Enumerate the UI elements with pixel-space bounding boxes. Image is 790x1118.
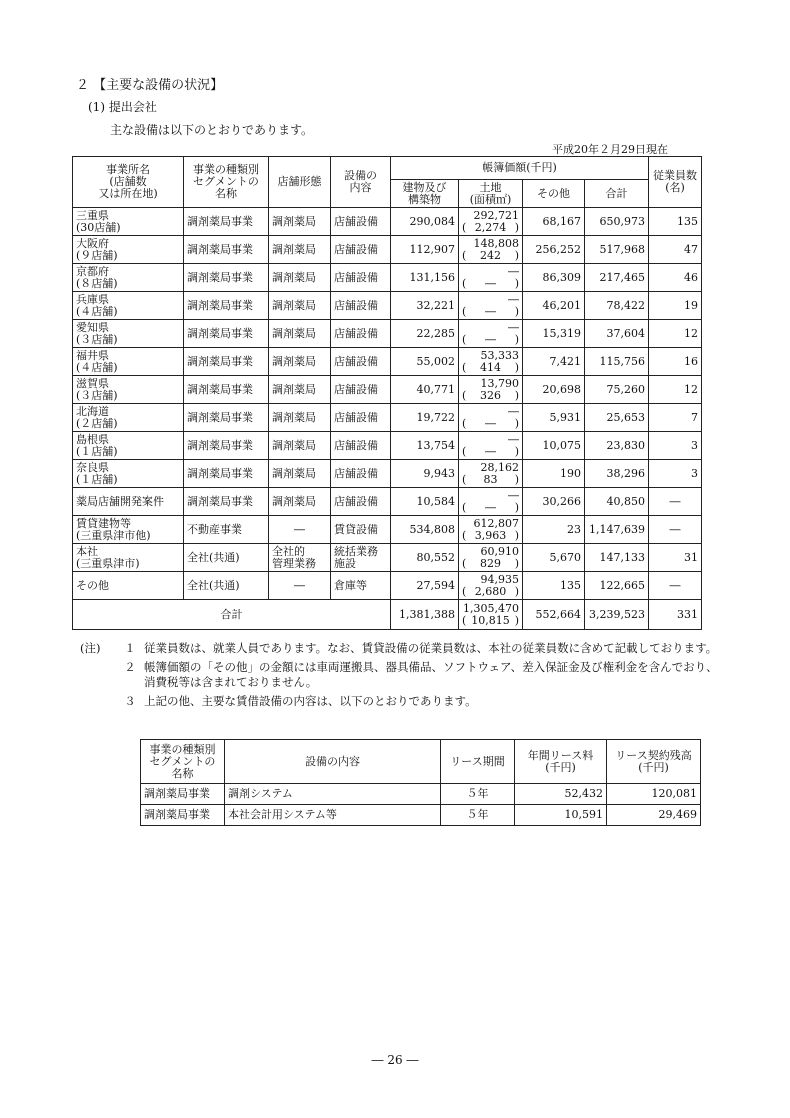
- cell-employees: 19: [649, 292, 702, 320]
- cell-total: 23,830: [585, 432, 649, 460]
- cell-land: ― ( ― ): [459, 488, 523, 516]
- lease-header-period: リース期間: [441, 740, 515, 784]
- cell-segment: 調剤薬局事業: [184, 460, 269, 488]
- cell-total: 75,260: [585, 376, 649, 404]
- lease-cell-annual: 52,432: [515, 784, 607, 805]
- cell-land: 13,790 ( 326 ): [459, 376, 523, 404]
- cell-location: 島根県 (１店舗): [73, 432, 184, 460]
- cell-segment: 調剤薬局事業: [184, 320, 269, 348]
- cell-employees: ―: [649, 488, 702, 516]
- cell-location: 福井県 (４店舗): [73, 348, 184, 376]
- cell-other: 68,167: [523, 208, 585, 236]
- total-other: 552,664: [523, 600, 585, 630]
- notes: [80, 641, 720, 713]
- table-row: [73, 348, 702, 376]
- table-row: [73, 376, 702, 404]
- lease-table: [140, 739, 701, 826]
- cell-segment: 全社(共通): [184, 572, 269, 600]
- cell-total: 1,147,639: [585, 516, 649, 544]
- cell-type: 調剤薬局: [269, 292, 331, 320]
- cell-employees: 12: [649, 376, 702, 404]
- cell-facility: 店舗設備: [331, 488, 391, 516]
- header-location: 事業所名 (店舗数 又は所在地): [73, 157, 184, 208]
- cell-land: ― ( ― ): [459, 264, 523, 292]
- cell-facility: 店舗設備: [331, 432, 391, 460]
- cell-total: 38,296: [585, 460, 649, 488]
- as-of-date: 平成20年２月29日現在: [552, 143, 668, 156]
- cell-total: 147,133: [585, 544, 649, 572]
- cell-location: その他: [73, 572, 184, 600]
- table-row: [73, 292, 702, 320]
- cell-land: ― ( ― ): [459, 432, 523, 460]
- cell-other: 46,201: [523, 292, 585, 320]
- cell-building: 290,084: [391, 208, 459, 236]
- cell-type: ―: [269, 572, 331, 600]
- cell-facility: 統括業務 施設: [331, 544, 391, 572]
- cell-type: 調剤薬局: [269, 432, 331, 460]
- cell-other: 30,266: [523, 488, 585, 516]
- cell-employees: 31: [649, 544, 702, 572]
- lease-cell-period: ５年: [441, 805, 515, 826]
- lease-cell-segment: 調剤薬局事業: [141, 805, 225, 826]
- cell-type: 調剤薬局: [269, 264, 331, 292]
- cell-building: 32,221: [391, 292, 459, 320]
- cell-location: 兵庫県 (４店舗): [73, 292, 184, 320]
- note-1: (注) １ 従業員数は、就業人員であります。なお、賃貸設備の従業員数は、本社の従業員数に含めて記載しております。: [80, 641, 718, 655]
- lease-header-remaining: リース契約残高 (千円): [607, 740, 701, 784]
- lease-cell-content: 本社会計用システム等: [225, 805, 441, 826]
- lease-cell-annual: 10,591: [515, 805, 607, 826]
- cell-employees: 16: [649, 348, 702, 376]
- cell-land: ― ( ― ): [459, 404, 523, 432]
- note-2: ２ 帳簿価額の「その他」の金額には車両運搬具、器具備品、ソフトウェア、差入保証金及び権利金を含んでおり、消費税等は含まれておりません。: [124, 660, 718, 689]
- table-row: [73, 432, 702, 460]
- cell-land: 292,721 ( 2,274 ): [459, 208, 523, 236]
- lease-cell-content: 調剤システム: [225, 784, 441, 805]
- cell-other: 135: [523, 572, 585, 600]
- subsection-title: (1) 提出会社: [88, 100, 157, 114]
- cell-type: 調剤薬局: [269, 348, 331, 376]
- cell-type: 調剤薬局: [269, 488, 331, 516]
- lease-cell-segment: 調剤薬局事業: [141, 784, 225, 805]
- cell-segment: 調剤薬局事業: [184, 488, 269, 516]
- lease-row: [141, 784, 701, 805]
- cell-building: 10,584: [391, 488, 459, 516]
- lease-cell-remaining: 29,469: [607, 805, 701, 826]
- cell-facility: 倉庫等: [331, 572, 391, 600]
- cell-land: 94,935 ( 2,680 ): [459, 572, 523, 600]
- cell-location: 本社 (三重県津市): [73, 544, 184, 572]
- cell-facility: 店舗設備: [331, 292, 391, 320]
- cell-segment: 調剤薬局事業: [184, 376, 269, 404]
- total-land: 1,305,470 ( 10,815 ): [459, 600, 523, 630]
- cell-total: 78,422: [585, 292, 649, 320]
- cell-other: 190: [523, 460, 585, 488]
- cell-facility: 店舗設備: [331, 236, 391, 264]
- cell-building: 55,002: [391, 348, 459, 376]
- cell-building: 80,552: [391, 544, 459, 572]
- cell-location: 滋賀県 (３店舗): [73, 376, 184, 404]
- cell-building: 19,722: [391, 404, 459, 432]
- cell-type: ―: [269, 516, 331, 544]
- cell-type: 調剤薬局: [269, 236, 331, 264]
- equipment-table: [72, 156, 702, 630]
- cell-facility: 店舗設備: [331, 320, 391, 348]
- cell-employees: ―: [649, 516, 702, 544]
- cell-land: 612,807 ( 3,963 ): [459, 516, 523, 544]
- cell-segment: 不動産事業: [184, 516, 269, 544]
- lease-header-segment: 事業の種類別 セグメントの 名称: [141, 740, 225, 784]
- header-total: 合計: [585, 180, 649, 208]
- cell-location: 奈良県 (１店舗): [73, 460, 184, 488]
- intro-text: 主な設備は以下のとおりであります。: [110, 123, 314, 137]
- table-row: [73, 208, 702, 236]
- cell-location: 北海道 (２店舗): [73, 404, 184, 432]
- cell-type: 調剤薬局: [269, 208, 331, 236]
- cell-building: 131,156: [391, 264, 459, 292]
- cell-location: 薬局店舗開発案件: [73, 488, 184, 516]
- table-row: [73, 488, 702, 516]
- cell-other: 256,252: [523, 236, 585, 264]
- header-segment: 事業の種類別 セグメントの 名称: [184, 157, 269, 208]
- cell-employees: 12: [649, 320, 702, 348]
- header-employees: 従業員数 (名): [649, 157, 702, 208]
- cell-total: 517,968: [585, 236, 649, 264]
- cell-type: 全社的 管理業務: [269, 544, 331, 572]
- cell-employees: 3: [649, 432, 702, 460]
- header-building: 建物及び 構築物: [391, 180, 459, 208]
- cell-other: 86,309: [523, 264, 585, 292]
- header-land: 土地 (面積㎡): [459, 180, 523, 208]
- cell-facility: 賃貸設備: [331, 516, 391, 544]
- table-row: [73, 404, 702, 432]
- cell-total: 37,604: [585, 320, 649, 348]
- cell-building: 22,285: [391, 320, 459, 348]
- cell-building: 27,594: [391, 572, 459, 600]
- header-store-type: 店舗形態: [269, 157, 331, 208]
- cell-type: 調剤薬局: [269, 376, 331, 404]
- cell-facility: 店舗設備: [331, 376, 391, 404]
- total-employees: 331: [649, 600, 702, 630]
- cell-employees: ―: [649, 572, 702, 600]
- cell-total: 25,653: [585, 404, 649, 432]
- lease-cell-remaining: 120,081: [607, 784, 701, 805]
- cell-employees: 135: [649, 208, 702, 236]
- cell-type: 調剤薬局: [269, 320, 331, 348]
- cell-segment: 調剤薬局事業: [184, 208, 269, 236]
- cell-other: 7,421: [523, 348, 585, 376]
- cell-facility: 店舗設備: [331, 348, 391, 376]
- cell-land: 148,808 ( 242 ): [459, 236, 523, 264]
- table-row: [73, 264, 702, 292]
- cell-building: 40,771: [391, 376, 459, 404]
- cell-building: 112,907: [391, 236, 459, 264]
- total-total: 3,239,523: [585, 600, 649, 630]
- cell-total: 650,973: [585, 208, 649, 236]
- cell-location: 三重県 (30店舗): [73, 208, 184, 236]
- cell-segment: 調剤薬局事業: [184, 432, 269, 460]
- table-row: [73, 460, 702, 488]
- header-facility: 設備の 内容: [331, 157, 391, 208]
- cell-building: 534,808: [391, 516, 459, 544]
- lease-header-annual: 年間リース料 (千円): [515, 740, 607, 784]
- cell-location: 大阪府 (９店舗): [73, 236, 184, 264]
- table-row: [73, 544, 702, 572]
- lease-header-content: 設備の内容: [225, 740, 441, 784]
- cell-segment: 調剤薬局事業: [184, 292, 269, 320]
- cell-facility: 店舗設備: [331, 404, 391, 432]
- note-3: ３ 上記の他、主要な賃借設備の内容は、以下のとおりであります。: [124, 694, 477, 708]
- cell-other: 10,075: [523, 432, 585, 460]
- cell-total: 122,665: [585, 572, 649, 600]
- cell-land: 28,162 ( 83 ): [459, 460, 523, 488]
- table-row: [73, 320, 702, 348]
- cell-other: 23: [523, 516, 585, 544]
- cell-other: 20,698: [523, 376, 585, 404]
- cell-employees: 7: [649, 404, 702, 432]
- table-row: [73, 236, 702, 264]
- cell-type: 調剤薬局: [269, 404, 331, 432]
- cell-location: 京都府 (８店舗): [73, 264, 184, 292]
- cell-other: 5,931: [523, 404, 585, 432]
- cell-total: 115,756: [585, 348, 649, 376]
- notes-label: (注): [80, 641, 101, 655]
- total-label: 合計: [73, 600, 391, 630]
- header-book-value: 帳簿価額(千円): [391, 157, 649, 180]
- cell-segment: 全社(共通): [184, 544, 269, 572]
- cell-employees: 46: [649, 264, 702, 292]
- cell-segment: 調剤薬局事業: [184, 264, 269, 292]
- lease-row: [141, 805, 701, 826]
- section-title: ２ 【主要な設備の状況】: [76, 78, 224, 93]
- cell-total: 40,850: [585, 488, 649, 516]
- table-row: [73, 516, 702, 544]
- cell-segment: 調剤薬局事業: [184, 348, 269, 376]
- header-other: その他: [523, 180, 585, 208]
- cell-building: 13,754: [391, 432, 459, 460]
- cell-land: ― ( ― ): [459, 292, 523, 320]
- cell-segment: 調剤薬局事業: [184, 236, 269, 264]
- table-row: [73, 572, 702, 600]
- cell-land: 53,333 ( 414 ): [459, 348, 523, 376]
- cell-facility: 店舗設備: [331, 208, 391, 236]
- cell-other: 5,670: [523, 544, 585, 572]
- cell-land: ― ( ― ): [459, 320, 523, 348]
- cell-land: 60,910 ( 829 ): [459, 544, 523, 572]
- lease-cell-period: ５年: [441, 784, 515, 805]
- cell-location: 愛知県 (３店舗): [73, 320, 184, 348]
- cell-employees: 47: [649, 236, 702, 264]
- total-building: 1,381,388: [391, 600, 459, 630]
- cell-facility: 店舗設備: [331, 460, 391, 488]
- cell-location: 賃貸建物等 (三重県津市他): [73, 516, 184, 544]
- cell-facility: 店舗設備: [331, 264, 391, 292]
- cell-employees: 3: [649, 460, 702, 488]
- cell-other: 15,319: [523, 320, 585, 348]
- cell-segment: 調剤薬局事業: [184, 404, 269, 432]
- cell-building: 9,943: [391, 460, 459, 488]
- cell-type: 調剤薬局: [269, 460, 331, 488]
- page-number: ― 26 ―: [371, 1053, 419, 1067]
- cell-total: 217,465: [585, 264, 649, 292]
